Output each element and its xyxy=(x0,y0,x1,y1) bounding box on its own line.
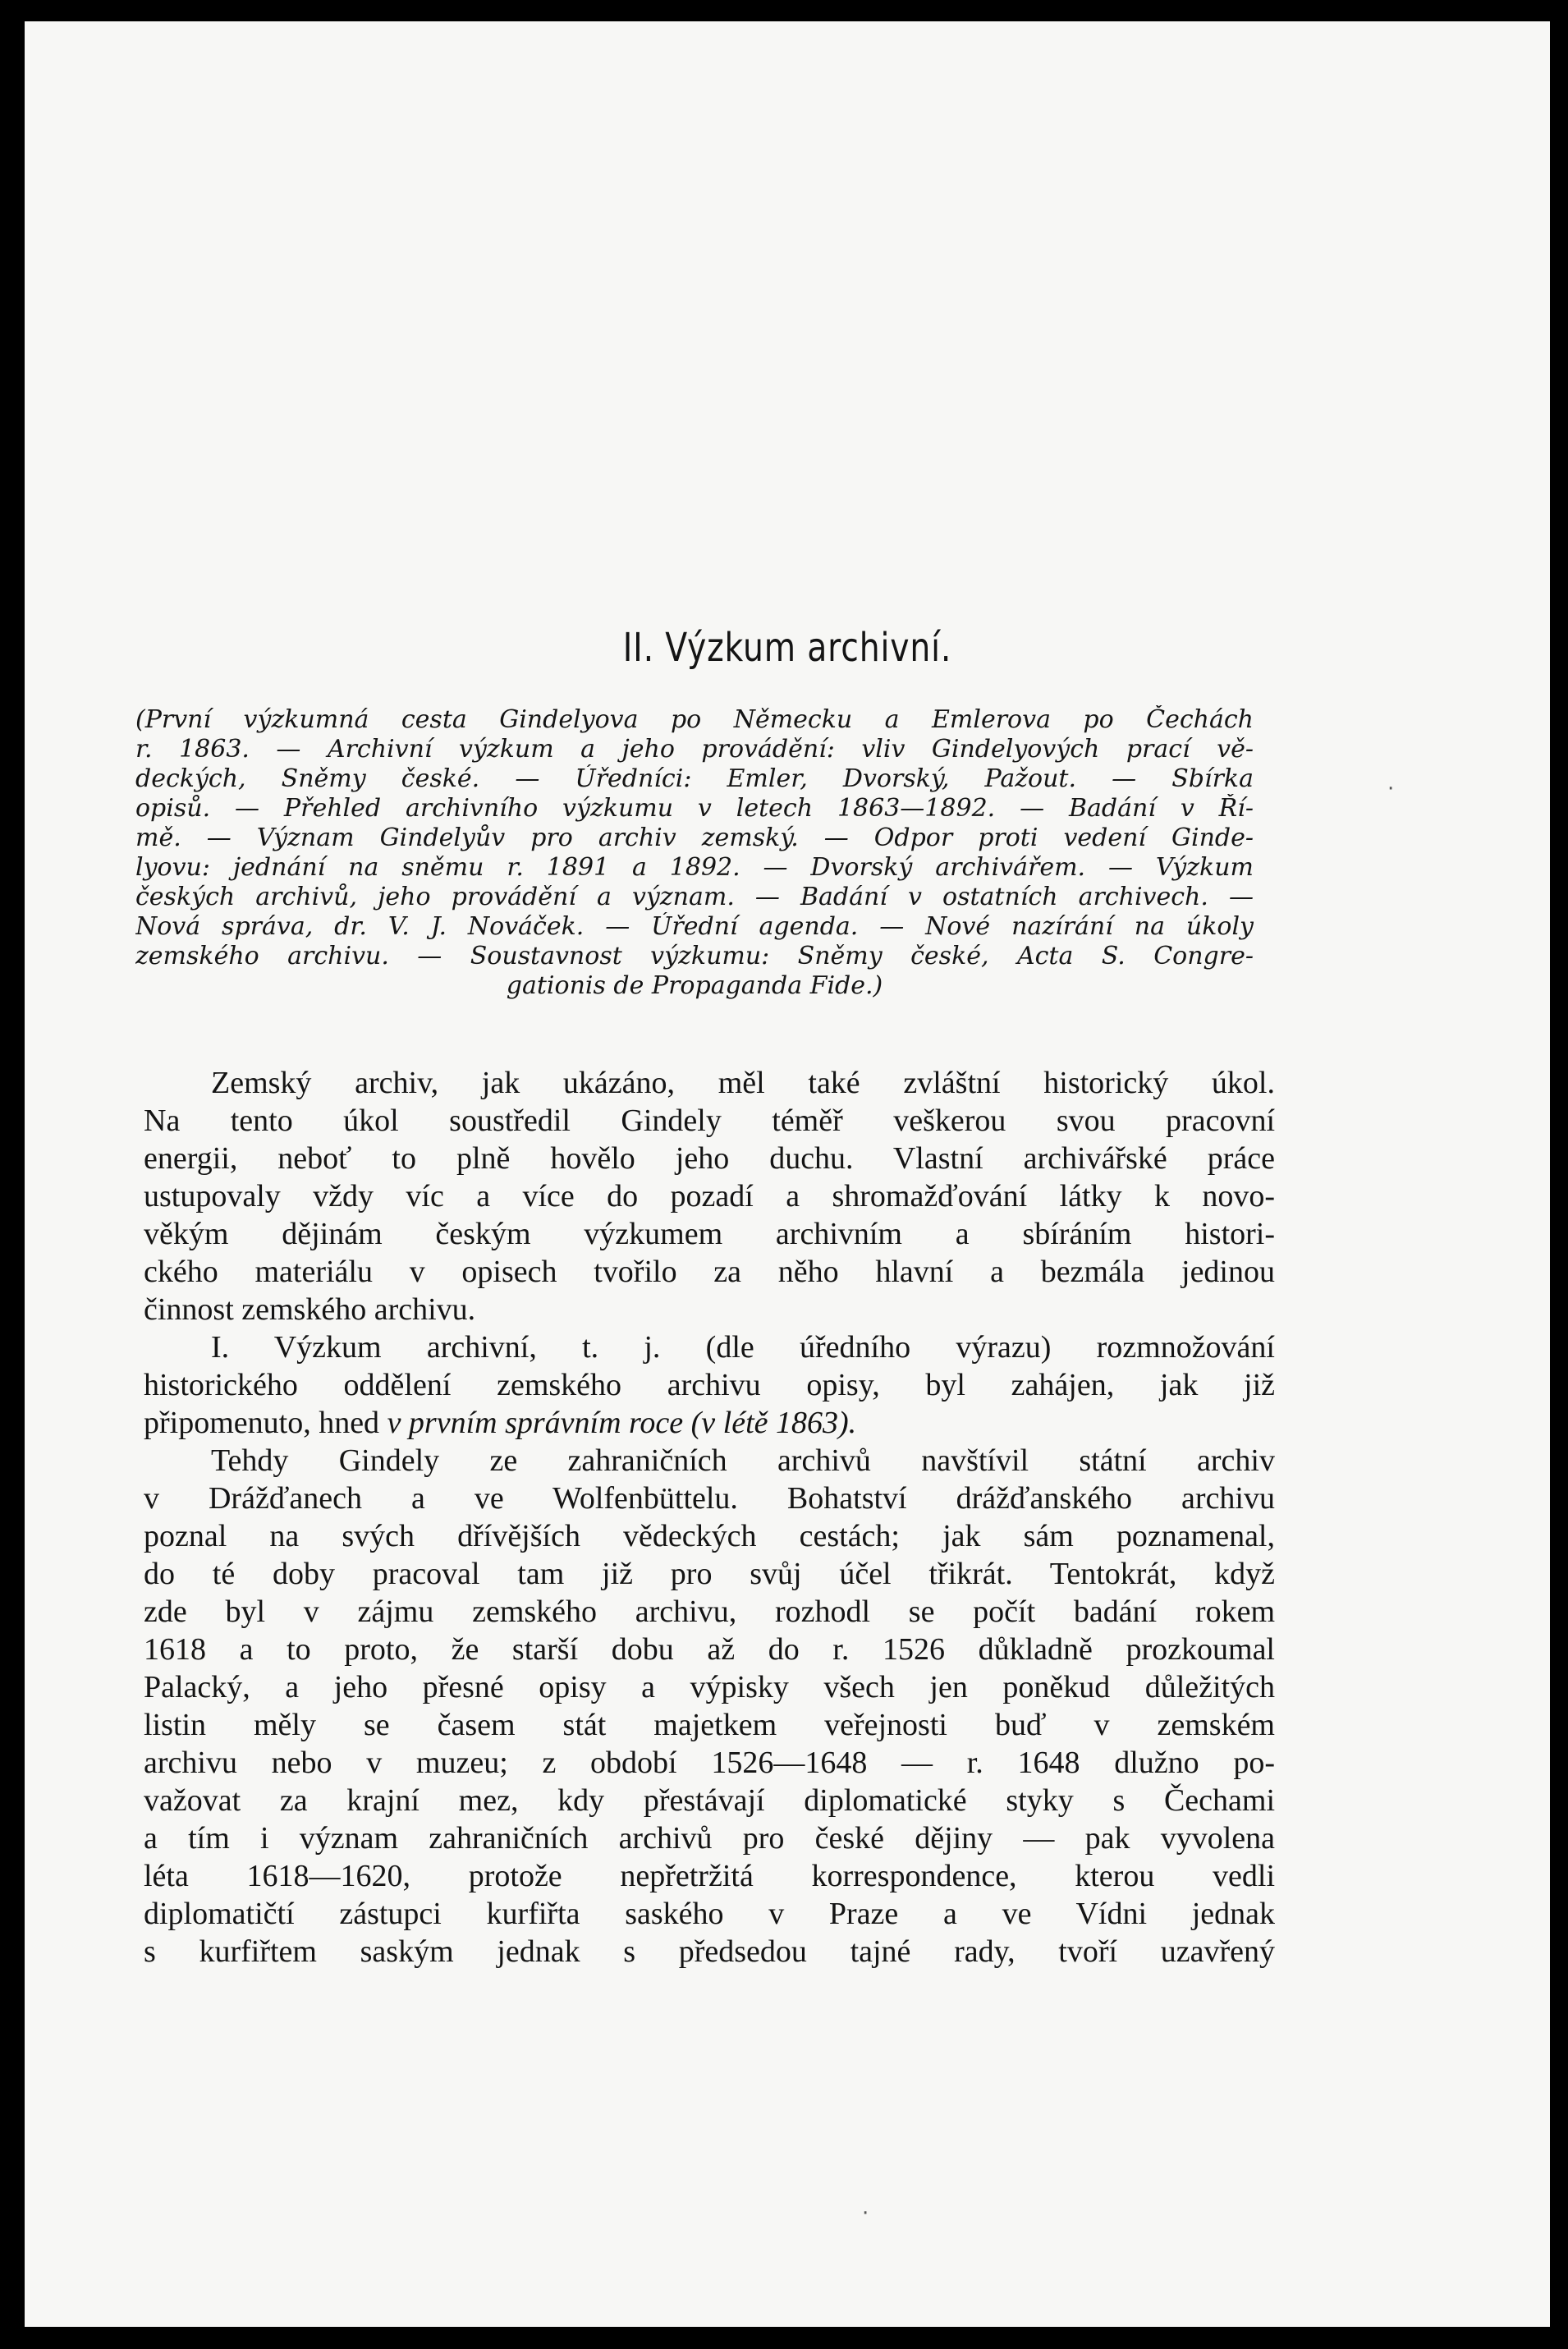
text-line: Na tento úkol soustředil Gindely téměř veškerou svou pracovní xyxy=(144,1103,1275,1138)
text-line: Zemský archiv, jak ukázáno, měl také zvláštní historický úkol. xyxy=(211,1066,1275,1100)
text-segment: připomenuto, hned xyxy=(144,1406,387,1440)
text-line: věkým dějinám českým výzkumem archivním a sbíráním histori- xyxy=(144,1217,1275,1251)
summary-line: zemského archivu. — Soustavnost výzkumu: Sněmy české, Acta S. Congre- xyxy=(135,942,1254,970)
text-line: zde byl v zájmu zemského archivu, rozhodl se počít badání rokem xyxy=(144,1594,1275,1629)
stray-mark: · xyxy=(1387,777,1395,801)
summary-line: gationis de Propaganda Fide.) xyxy=(506,971,883,1000)
text-line: Palacký, a jeho přesné opisy a výpisky všech jen poněkud důležitých xyxy=(144,1670,1275,1704)
chapter-summary xyxy=(135,705,1254,1001)
summary-line: lyovu: jednání na sněmu r. 1891 a 1892. — Dvorský archivářem. — Výzkum xyxy=(135,853,1254,882)
summary-line: deckých, Sněmy české. — Úředníci: Emler, Dvorský, Pažout. — Sbírka xyxy=(135,764,1254,793)
text-line: diplomatičtí zástupci kurfiřta saského v Praze a ve Vídni jednak xyxy=(144,1897,1275,1931)
text-line: ustupovaly vždy víc a více do pozadí a shromažďování látky k novo- xyxy=(144,1179,1275,1213)
text-line: s kurfiřtem saským jednak s předsedou tajné rady, tvoří uzavřený xyxy=(144,1934,1275,1969)
chapter-heading: II. Výzkum archivní. xyxy=(622,625,952,671)
text-line: léta 1618—1620, protože nepřetržitá korrespondence, kterou vedli xyxy=(144,1859,1275,1893)
text-line: archivu nebo v muzeu; z období 1526—1648 — r. 1648 dlužno po- xyxy=(144,1746,1275,1780)
summary-line: r. 1863. — Archivní výzkum a jeho provádění: vliv Gindelyových prací vě- xyxy=(135,735,1254,764)
summary-line: opisů. — Přehled archivního výzkumu v letech 1863—1892. — Badání v Ří- xyxy=(135,794,1254,823)
stray-mark: · xyxy=(862,2201,869,2226)
text-line: važovat za krajní mez, kdy přestávají diplomatické styky s Čechami xyxy=(144,1783,1275,1818)
text-line: Tehdy Gindely ze zahraničních archivů navštívil státní archiv xyxy=(211,1443,1275,1478)
text-line: 1618 a to proto, že starší dobu až do r. 1526 důkladně prozkoumal xyxy=(144,1632,1275,1667)
text-line: v Drážďanech a ve Wolfenbüttelu. Bohatství drážďanského archivu xyxy=(144,1481,1275,1516)
summary-line: (První výzkumná cesta Gindelyova po Německu a Emlerova po Čechách xyxy=(135,705,1254,734)
summary-line: mě. — Význam Gindelyův pro archiv zemský. — Odpor proti vedení Ginde- xyxy=(135,824,1254,852)
summary-line: českých archivů, jeho provádění a význam. — Badání v ostatních archivech. — xyxy=(135,883,1254,911)
text-line: do té doby pracoval tam již pro svůj účel třikrát. Tentokrát, když xyxy=(144,1557,1275,1591)
text-line: I. Výzkum archivní, t. j. (dle úředního výrazu) rozmnožování xyxy=(211,1330,1275,1365)
book-page xyxy=(25,21,1550,2327)
text-line: a tím i význam zahraničních archivů pro české dějiny — pak vyvolena xyxy=(144,1821,1275,1856)
text-line: historického oddělení zemského archivu opisy, byl zahájen, jak již xyxy=(144,1368,1275,1402)
italic-text-segment: v prvním správním roce (v létě 1863). xyxy=(387,1406,857,1440)
text-line: listin měly se časem stát majetkem veřejnosti buď v zemském xyxy=(144,1708,1275,1742)
text-line xyxy=(144,1404,1275,1442)
summary-line: Nová správa, dr. V. J. Nováček. — Úřední agenda. — Nové nazírání na úkoly xyxy=(135,912,1254,941)
text-line: energii, neboť to plně hovělo jeho duchu. Vlastní archivářské práce xyxy=(144,1141,1275,1176)
text-line: ckého materiálu v opisech tvořilo za něho hlavní a bezmála jedinou xyxy=(144,1255,1275,1289)
text-line: činnost zemského archivu. xyxy=(144,1292,476,1327)
text-line: poznal na svých dřívějších vědeckých cestách; jak sám poznamenal, xyxy=(144,1519,1275,1553)
body-text xyxy=(144,1064,1275,1970)
